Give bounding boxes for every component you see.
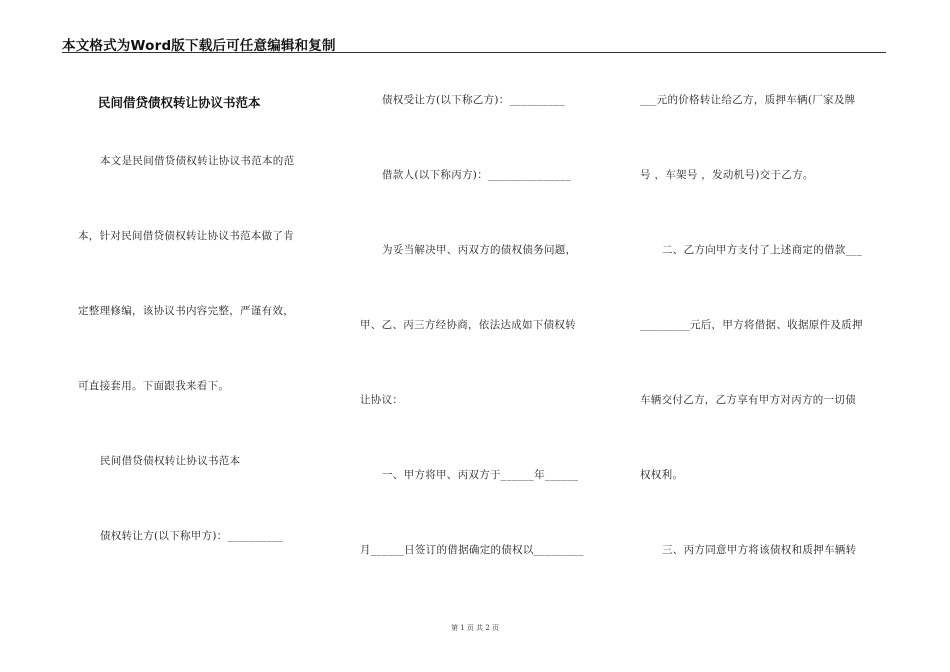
paragraph-line: 为妥当解决甲、丙双方的债权债务问题， bbox=[382, 244, 577, 256]
paragraph-line: 借款人(以下称丙方)：_______________ bbox=[382, 169, 572, 181]
paragraph-line: 二、乙方向甲方支付了上述商定的借款___ bbox=[662, 244, 863, 256]
paragraph-line: _________元后，甲方将借据、收据原件及质押 bbox=[640, 319, 863, 331]
paragraph-line: 债权受让方(以下称乙方)：__________ bbox=[382, 94, 566, 106]
paragraph-line: 债权转让方(以下称甲方)：__________ bbox=[100, 530, 284, 542]
paragraph-line: 车辆交付乙方，乙方享有甲方对丙方的一切债 bbox=[640, 394, 856, 406]
paragraph-line: 号 ，车架号 ，发动机号)交于乙方。 bbox=[640, 169, 814, 181]
page-footer: 第 1 页 共 2 页 bbox=[450, 624, 500, 632]
paragraph-line: 三、丙方同意甲方将该债权和质押车辆转 bbox=[662, 544, 857, 556]
paragraph-line: 月______日签订的借据确定的债权以_________ bbox=[360, 544, 584, 556]
paragraph-line: ___元的价格转让给乙方，质押车辆(厂家及牌 bbox=[640, 94, 856, 106]
paragraph-line: 一、甲方将甲、丙双方于______年______ bbox=[382, 469, 579, 481]
paragraph-line: 民间借贷债权转让协议书范本 bbox=[100, 455, 241, 467]
header-title: 本文格式为Word版下载后可任意编辑和复制 bbox=[62, 38, 336, 54]
paragraph-line: 本文是民间借贷债权转让协议书范本的范 bbox=[100, 155, 295, 167]
paragraph-line: 定整理修编，该协议书内容完整，严谨有效， bbox=[78, 305, 294, 317]
paragraph-line: 让协议： bbox=[360, 394, 404, 406]
paragraph-line: 可直接套用。下面跟我来看下。 bbox=[78, 380, 230, 392]
paragraph-line: 权权利。 bbox=[640, 469, 684, 481]
paragraph-line: 甲、乙、丙三方经协商，依法达成如下债权转 bbox=[360, 319, 576, 331]
paragraph-line: 本，针对民间借贷债权转让协议书范本做了肯 bbox=[78, 230, 294, 242]
document-title: 民间借贷债权转让协议书范本 bbox=[98, 95, 261, 110]
page-header bbox=[62, 34, 886, 53]
